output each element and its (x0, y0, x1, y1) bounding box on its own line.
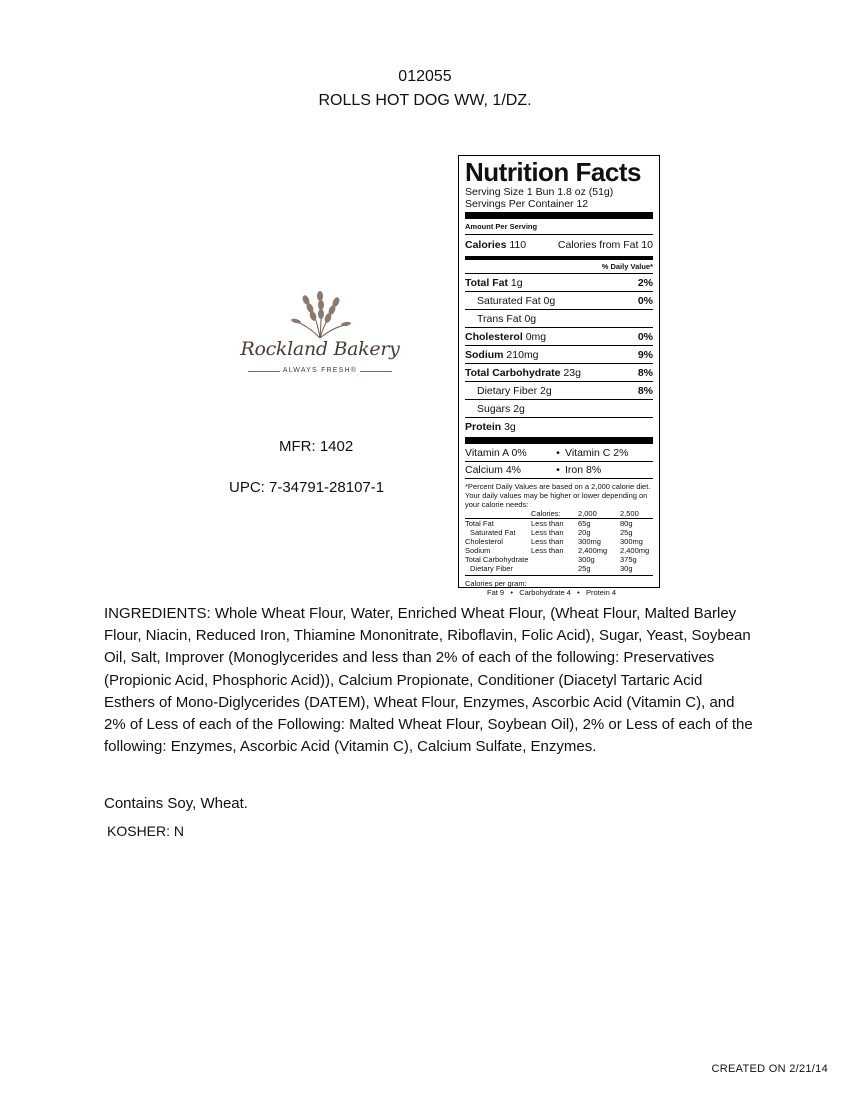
logo-trademark: ® (350, 367, 358, 374)
dv-cell: Sodium (465, 546, 491, 555)
nutrition-facts-label (458, 155, 660, 597)
vitamin-right: Vitamin C 2% (565, 447, 629, 459)
dv-cell: 300mg (620, 537, 643, 546)
nutrient-row-trans-fat (465, 309, 653, 327)
nutrition-title: Nutrition Facts (465, 157, 641, 187)
vitamin-row (465, 445, 653, 461)
dv-cell: Total Fat (465, 519, 494, 528)
medium-divider (465, 256, 653, 260)
nutrient-amount: 1g (510, 276, 523, 289)
nutrient-dv: 2% (637, 276, 653, 289)
upc-code: UPC: 7-34791-28107-1 (229, 479, 385, 496)
bullet: • (556, 447, 560, 459)
calories-per-gram-values: Fat 9 • Carbohydrate 4 • Protein 4 (487, 588, 617, 597)
rockland-bakery-logo (240, 290, 400, 390)
dv-cell: Calories: (531, 509, 561, 518)
nutrient-row-cholesterol (465, 327, 653, 345)
nutrient-label: Total Carbohydrate (465, 366, 561, 379)
dv-table-row (465, 519, 653, 529)
nutrient-row-sodium (465, 345, 653, 363)
vitamin-right: Iron 8% (565, 464, 602, 476)
dv-cell: 300g (578, 555, 595, 564)
nutrient-label: Saturated Fat (477, 294, 541, 307)
servings-per-container: Servings Per Container 12 (465, 198, 589, 210)
vitamin-left: Calcium 4% (465, 464, 522, 476)
dv-cell (531, 564, 578, 573)
nutrient-amount: 210mg (506, 348, 539, 361)
dv-cell: 25g (620, 528, 633, 537)
wheat-icon (240, 290, 400, 340)
vitamin-row (465, 461, 653, 478)
product-name: ROLLS HOT DOG WW, 1/DZ. (318, 92, 532, 109)
divider (465, 478, 653, 479)
daily-value-footnote: *Percent Daily Values are based on a 2,000 calorie diet. Your daily values may be higher or lower depending on your calorie needs: (465, 482, 651, 509)
dv-cell: Total Carbohydrate (465, 555, 529, 564)
daily-value-header: % Daily Value* (601, 262, 653, 271)
mfr-number: MFR: 1402 (279, 438, 354, 455)
dv-cell: 25g (578, 564, 591, 573)
calories-label: Calories (465, 238, 507, 251)
nutrient-dv: 0% (637, 330, 653, 343)
dv-cell: 2,000 (578, 509, 597, 518)
nutrient-label: Sugars (477, 402, 511, 415)
nutrient-amount: 0g (543, 294, 556, 307)
dv-cell: 300mg (578, 537, 601, 546)
dv-cell: Less than (531, 528, 564, 537)
nutrient-row-sugars (465, 399, 653, 417)
serving-size: Serving Size 1 Bun 1.8 oz (51g) (465, 186, 614, 198)
amount-per-serving: Amount Per Serving (465, 222, 538, 231)
dv-cell: 2,500 (620, 509, 639, 518)
nutrient-dv: 9% (637, 348, 653, 361)
nutrient-row-total-fat (465, 273, 653, 291)
nutrient-amount: 3g (504, 420, 516, 433)
nutrient-dv: 8% (637, 384, 653, 397)
calories-from-fat: Calories from Fat 10 (557, 238, 653, 251)
nutrient-amount: 2g (513, 402, 525, 415)
ingredients-text: INGREDIENTS: Whole Wheat Flour, Water, Enriched Wheat Flour, (Wheat Flour, Malted Barley Flour, Niacin, Reduced Iron, Thiamine Mononitrate, Riboflavin, Folic Acid), Sugar, Yeast, Soybean Oil, Salt, Improver (Monoglycerides and less than 2% of each of the following: Preservatives (Propionic Acid, Phosphoric Acid)), Calcium Propionate, Conditioner (Diacetyl Tartaric Acid Esthers of Mono-Diglycerides (DATEM), Wheat Flour, Enzymes, Ascorbic Acid (Vitamin C), and 2% of Less of each of the Following: Malted Wheat Flour, Soybean Oil), 2% or Less of each of the following: Enzymes, Ascorbic Acid (Vitamin C), Calcium Sulfate, Enzymes. (104, 605, 753, 756)
nutrient-label: Trans Fat (477, 312, 522, 325)
nutrient-label: Total Fat (465, 276, 508, 289)
thick-divider (465, 212, 653, 219)
dv-cell (465, 509, 531, 519)
dv-table-row (465, 564, 653, 573)
nutrient-row-protein (465, 417, 653, 435)
dv-cell: Saturated Fat (470, 528, 516, 537)
dv-cell: 2,400mg (578, 546, 608, 555)
dv-table-row (465, 537, 653, 546)
bullet: • (556, 464, 560, 476)
tagline-rule-right (360, 371, 392, 372)
dv-cell: Less than (531, 546, 564, 555)
dv-cell: 65g (578, 519, 591, 528)
calories-value: 110 (509, 238, 527, 251)
created-date: CREATED ON 2/21/14 (711, 1063, 828, 1075)
product-code: 012055 (398, 68, 452, 85)
dv-cell: Dietary Fiber (470, 564, 513, 573)
nutrient-row-saturated-fat (465, 291, 653, 309)
nutrient-amount: 2g (540, 384, 552, 397)
logo-tagline-text: ALWAYS FRESH (282, 367, 351, 374)
dv-cell: 20g (578, 528, 591, 537)
dv-cell (531, 555, 578, 564)
dv-table-row (465, 555, 653, 564)
nutrient-dv: 8% (637, 366, 653, 379)
divider (465, 575, 653, 576)
nutrient-dv: 0% (637, 294, 653, 307)
nutrient-label: Dietary Fiber (477, 384, 538, 397)
calories-per-gram-label: Calories per gram: (465, 579, 527, 588)
nutrient-amount: 0g (524, 312, 537, 325)
nutrient-label: Protein (465, 420, 502, 433)
dv-table-row (465, 546, 653, 555)
vitamin-left: Vitamin A 0% (465, 447, 527, 459)
nutrient-amount: 23g (563, 366, 581, 379)
kosher-status: KOSHER: N (107, 823, 185, 839)
daily-value-table (465, 509, 653, 573)
dv-cell: Less than (531, 537, 564, 546)
nutrient-row-total-carbohydrate (465, 363, 653, 381)
calories-row (465, 234, 653, 254)
nutrient-label: Sodium (465, 348, 504, 361)
dv-cell: Cholesterol (465, 537, 503, 546)
nutrient-row-dietary-fiber (465, 381, 653, 399)
dv-cell: 30g (620, 564, 633, 573)
dv-table-header (465, 509, 653, 519)
logo-brand-text: Rockland Bakery (240, 338, 400, 360)
dv-table-row (465, 528, 653, 537)
nutrient-amount: 0mg (525, 330, 547, 343)
nutrient-label: Cholesterol (465, 330, 523, 343)
allergen-statement: Contains Soy, Wheat. (104, 795, 248, 812)
dv-cell: 2,400mg (620, 546, 650, 555)
dv-cell: 375g (620, 555, 637, 564)
thick-divider (465, 437, 653, 444)
dv-cell: Less than (531, 519, 564, 528)
dv-cell: 80g (620, 519, 633, 528)
